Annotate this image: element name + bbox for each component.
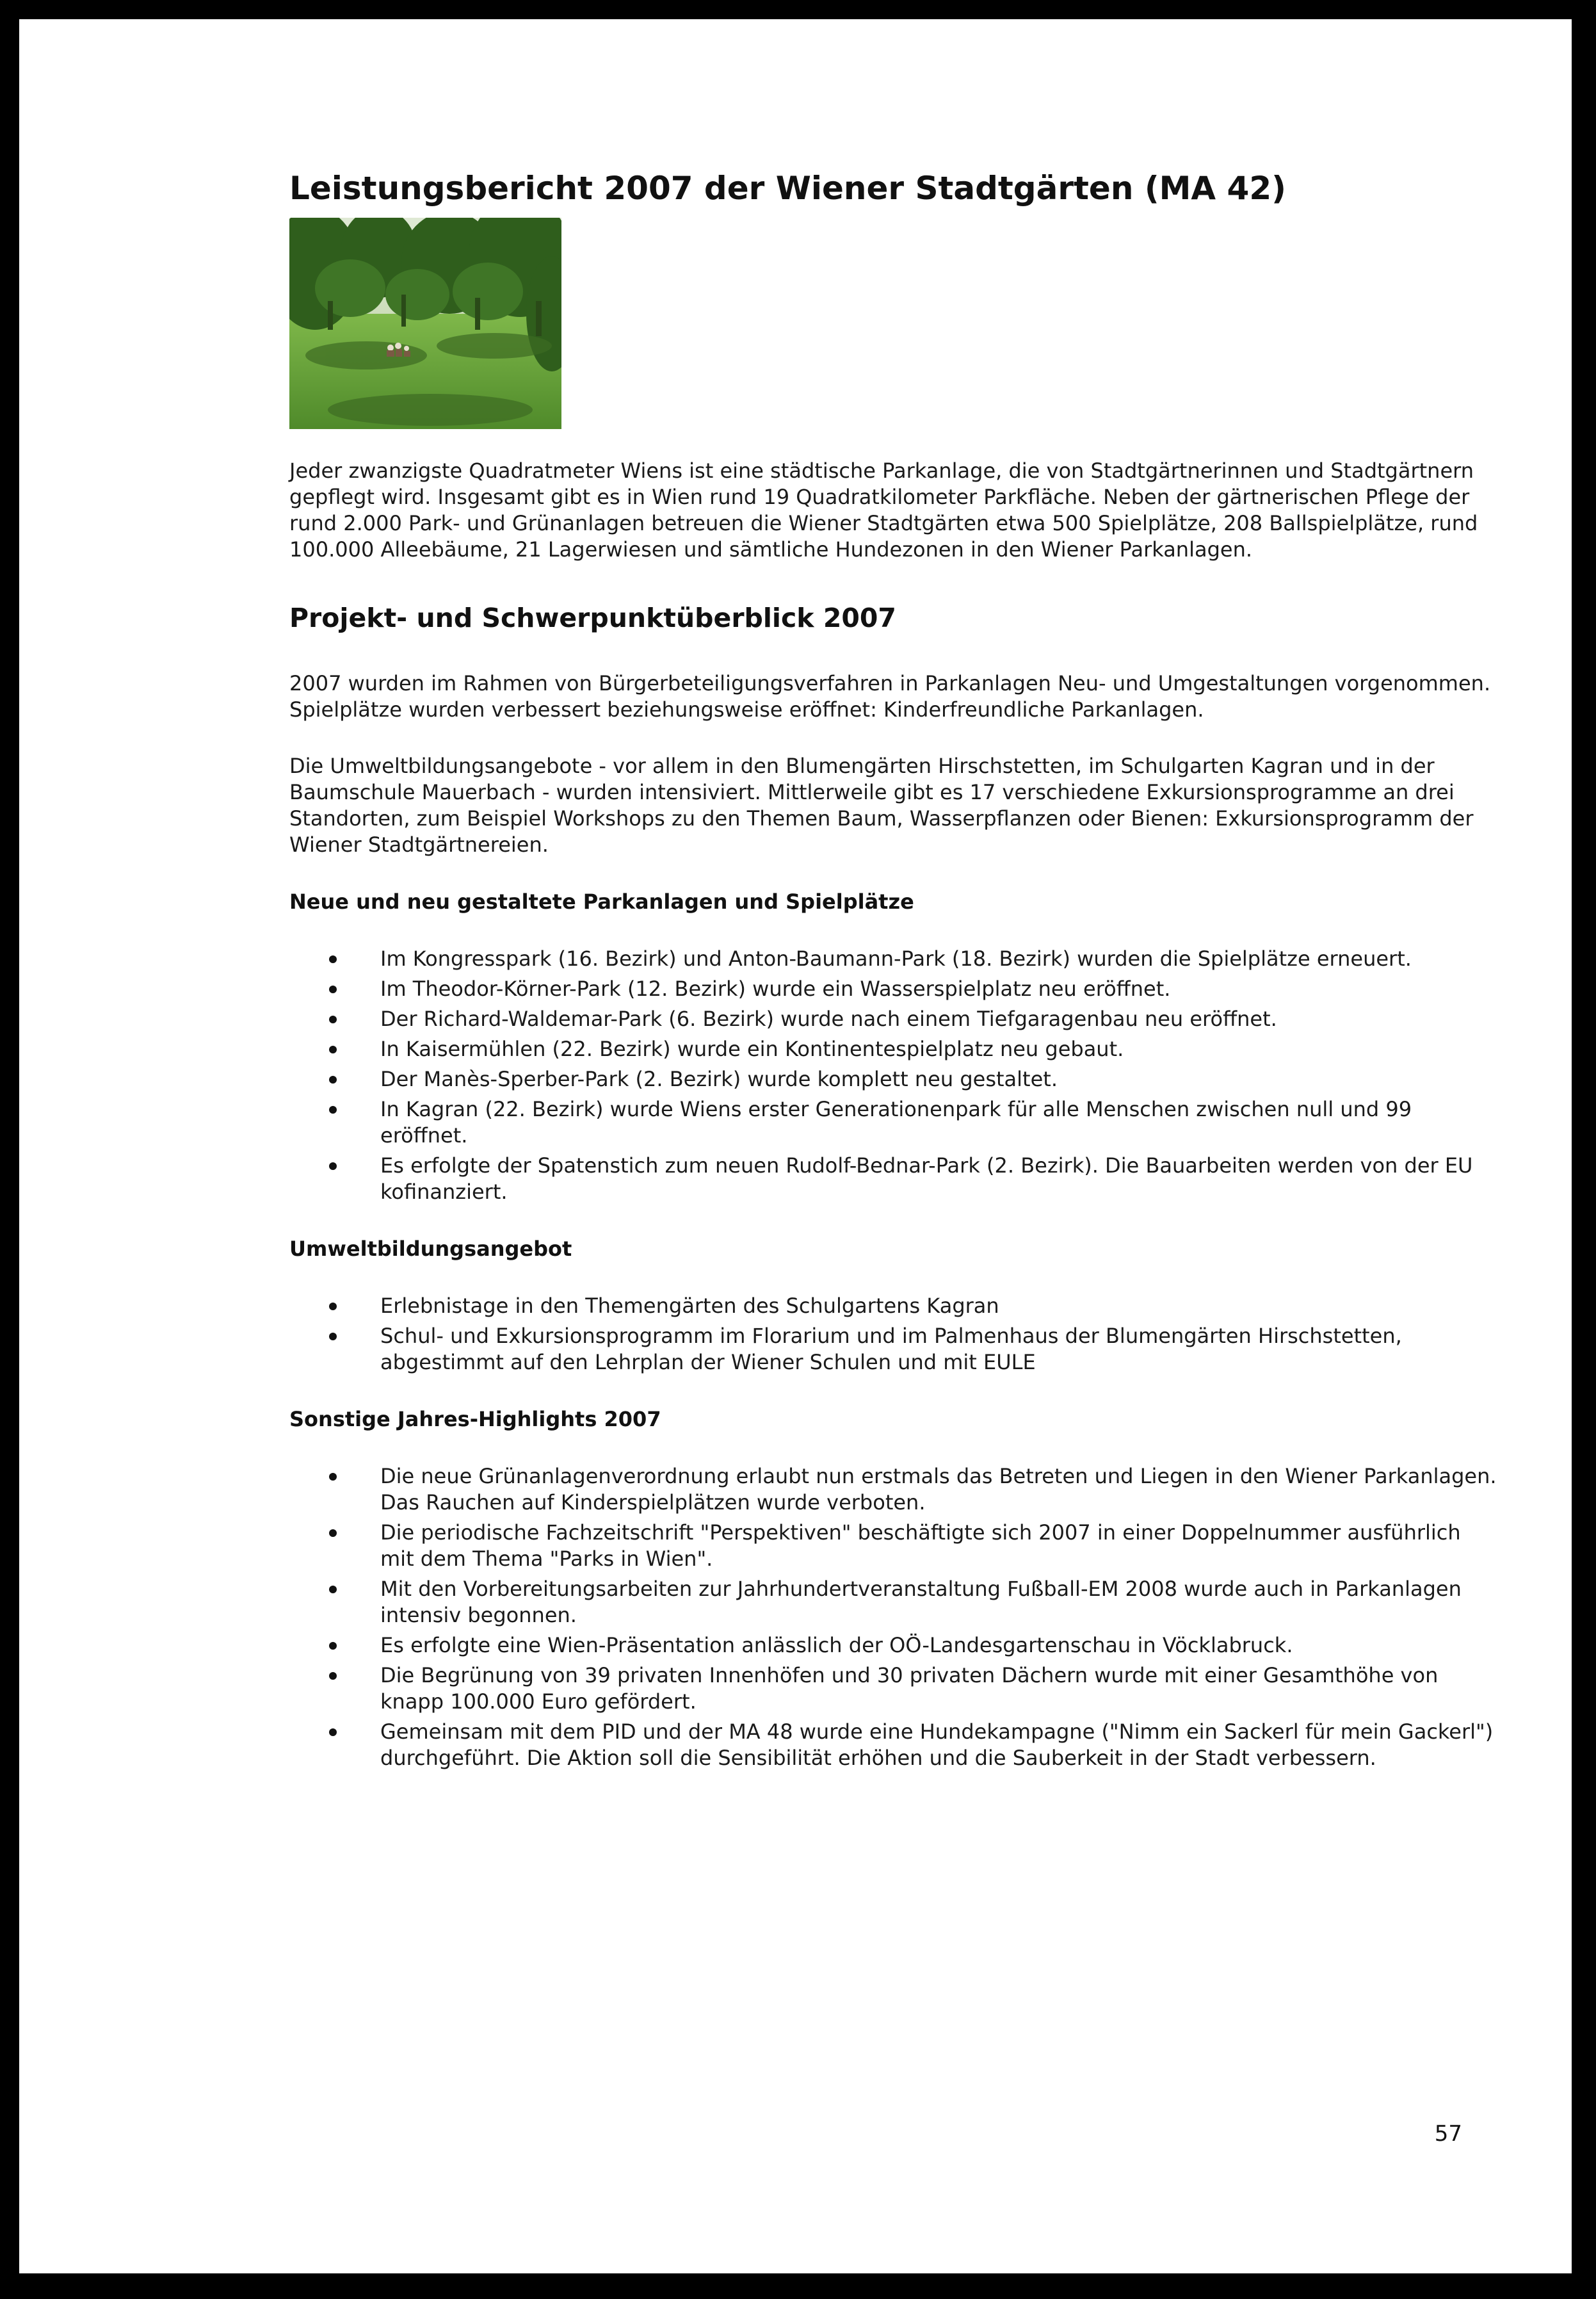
parks-heading: Neue und neu gestaltete Parkanlagen und Spielplätze — [289, 890, 914, 914]
list-item — [289, 1463, 1499, 1516]
list-item-text: Erlebnistage in den Themengärten des Schulgartens Kagran — [380, 1294, 999, 1318]
list-item-text: Der Richard-Waldemar-Park (6. Bezirk) wurde nach einem Tiefgaragenbau neu eröffnet. — [380, 1007, 1277, 1031]
list-item-text: In Kaisermühlen (22. Bezirk) wurde ein Kontinentespielplatz neu gebaut. — [380, 1037, 1124, 1061]
section-paragraph-1: 2007 wurden im Rahmen von Bürgerbeteiligungsverfahren in Parkanlagen Neu- und Umgestaltungen vorgenommen. Spielplätze wurden verbessert beziehungsweise eröffnet: Kinderfreundliche Parkanlagen. — [289, 671, 1491, 722]
list-item — [289, 1323, 1499, 1376]
list-item — [289, 1036, 1499, 1062]
bullet-icon — [329, 1162, 337, 1170]
bullet-icon — [329, 1016, 337, 1023]
list-item — [289, 1006, 1499, 1032]
list-item-text: Gemeinsam mit dem PID und der MA 48 wurde eine Hundekampagne ("Nimm ein Sackerl für mein Gackerl") durchgeführt. Die Aktion soll die Sensibilität erhöhen und die Sauberkeit in der Stadt verbessern. — [380, 1719, 1494, 1770]
section-heading: Projekt- und Schwerpunktüberblick 2007 — [289, 603, 896, 633]
list-item — [289, 1520, 1499, 1572]
bullet-icon — [329, 1046, 337, 1053]
list-item-text: Der Manès-Sperber-Park (2. Bezirk) wurde komplett neu gestaltet. — [380, 1067, 1058, 1091]
bullet-icon — [329, 986, 337, 993]
bullet-icon — [329, 1076, 337, 1084]
document-page — [19, 19, 1572, 2273]
list-item-text: Im Kongresspark (16. Bezirk) und Anton-Baumann-Park (18. Bezirk) wurden die Spielplätze erneuert. — [380, 946, 1412, 971]
bullet-icon — [329, 1586, 337, 1593]
list-item-text: Es erfolgte eine Wien-Präsentation anlässlich der OÖ-Landesgartenschau in Vöcklabruck. — [380, 1633, 1293, 1657]
list-item — [289, 1066, 1499, 1093]
list-item-text: Schul- und Exkursionsprogramm im Florarium und im Palmenhaus der Blumengärten Hirschstetten, abgestimmt auf den Lehrplan der Wiener Schulen und mit EULE — [380, 1324, 1402, 1374]
list-item-text: Es erfolgte der Spatenstich zum neuen Rudolf-Bednar-Park (2. Bezirk). Die Bauarbeiten werden von der EU kofinanziert. — [380, 1153, 1473, 1204]
education-heading: Umweltbildungsangebot — [289, 1237, 572, 1261]
intro-paragraph: Jeder zwanzigste Quadratmeter Wiens ist eine städtische Parkanlage, die von Stadtgärtnerinnen und Stadtgärtnern gepflegt wird. Insgesamt gibt es in Wien rund 19 Quadratkilometer Parkfläche. Neben der gärtnerischen Pflege der rund 2.000 Park- und Grünanlagen betreuen die Wiener Stadtgärten etwa 500 Spielplätze, 208 Ballspielplätze, rund 100.000 Alleebäume, 21 Lagerwiesen und sämtliche Hundezonen in den Wiener Parkanlagen. — [289, 459, 1478, 562]
bullet-icon — [329, 1529, 337, 1537]
highlights-heading: Sonstige Jahres-Highlights 2007 — [289, 1407, 661, 1431]
list-item-text: Die periodische Fachzeitschrift "Perspektiven" beschäftigte sich 2007 in einer Doppelnummer ausführlich mit dem Thema "Parks in Wien". — [380, 1520, 1461, 1571]
list-item — [289, 1719, 1499, 1771]
bullet-icon — [329, 955, 337, 963]
list-item — [289, 1096, 1499, 1149]
list-item-text: Mit den Vorbereitungsarbeiten zur Jahrhundertveranstaltung Fußball-EM 2008 wurde auch in Parkanlagen intensiv begonnen. — [380, 1577, 1462, 1627]
list-item — [289, 976, 1499, 1002]
page-number: 57 — [1434, 2121, 1462, 2147]
list-item — [289, 1576, 1499, 1629]
list-item-text: In Kagran (22. Bezirk) wurde Wiens erster Generationenpark für alle Menschen zwischen null und 99 eröffnet. — [380, 1097, 1412, 1148]
list-item — [289, 1632, 1499, 1659]
bullet-icon — [329, 1672, 337, 1680]
park-lawn-photo — [289, 218, 561, 429]
list-item — [289, 1293, 1499, 1319]
page-content — [289, 165, 1499, 1775]
bullet-icon — [329, 1303, 337, 1310]
bullet-icon — [329, 1473, 337, 1481]
bullet-icon — [329, 1642, 337, 1650]
education-list — [289, 1293, 1499, 1376]
list-item — [289, 946, 1499, 972]
page-title: Leistungsbericht 2007 der Wiener Stadtgärten (MA 42) — [289, 170, 1286, 207]
list-item — [289, 1153, 1499, 1205]
list-item-text: Die Begrünung von 39 privaten Innenhöfen und 30 privaten Dächern wurde mit einer Gesamthöhe von knapp 100.000 Euro gefördert. — [380, 1663, 1439, 1714]
list-item-text: Die neue Grünanlagenverordnung erlaubt nun erstmals das Betreten und Liegen in den Wiener Parkanlagen. Das Rauchen auf Kinderspielplätzen wurde verboten. — [380, 1464, 1497, 1515]
highlights-list — [289, 1463, 1499, 1771]
section-paragraph-2: Die Umweltbildungsangebote - vor allem in den Blumengärten Hirschstetten, im Schulgarten Kagran und in der Baumschule Mauerbach - wurden intensiviert. Mittlerweile gibt es 17 verschiedene Exkursionsprogramme an drei Standorten, zum Beispiel Workshops zu den Themen Baum, Wasserpflanzen oder Bienen: Exkursionsprogramm der Wiener Stadtgärtnereien. — [289, 754, 1474, 857]
parks-list — [289, 946, 1499, 1205]
bullet-icon — [329, 1333, 337, 1340]
list-item — [289, 1662, 1499, 1715]
list-item-text: Im Theodor-Körner-Park (12. Bezirk) wurde ein Wasserspielplatz neu eröffnet. — [380, 977, 1171, 1001]
bullet-icon — [329, 1728, 337, 1736]
bullet-icon — [329, 1106, 337, 1114]
